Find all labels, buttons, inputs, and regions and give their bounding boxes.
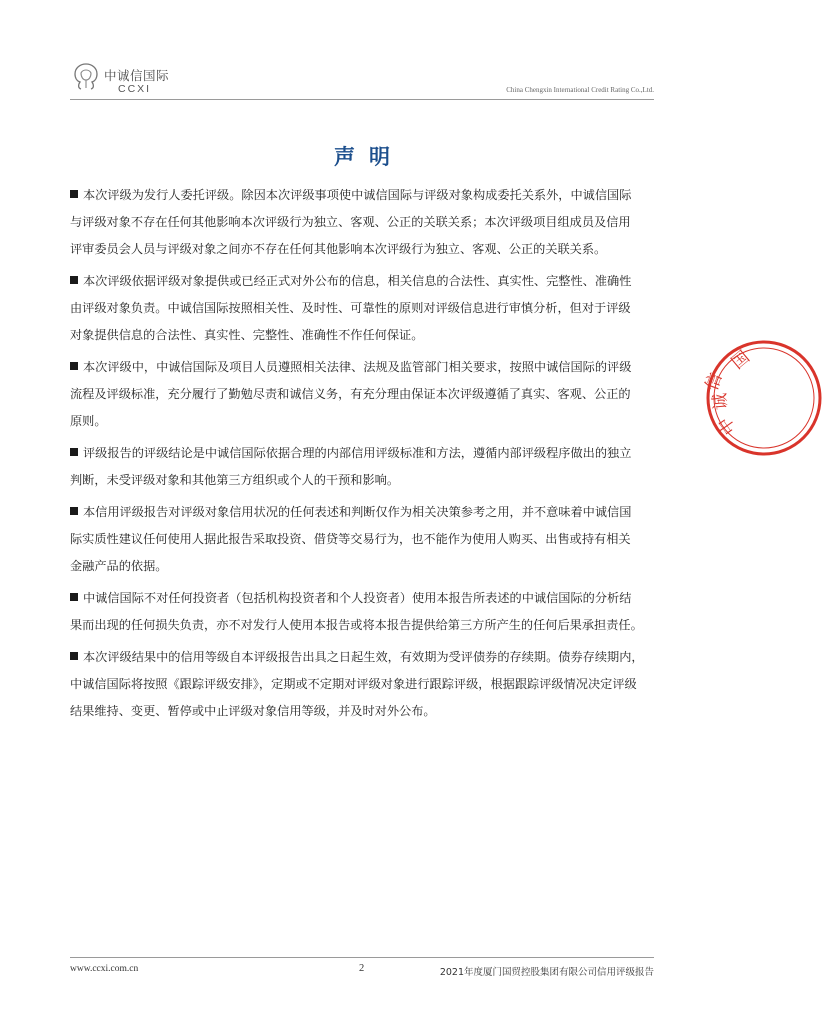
paragraph-line: 评级报告的评级结论是中诚信国际依据合理的内部信用评级标准和方法，遵循内部评级程序做出的独立 (70, 440, 670, 467)
declaration-paragraph (70, 440, 670, 494)
paragraph-line: 评审委员会人员与评级对象之间亦不存在任何其他影响本次评级行为独立、客观、公正的关联关系。 (70, 242, 607, 256)
declaration-paragraph (70, 182, 670, 263)
page-number: 2 (359, 963, 365, 974)
company-english-name: China Chengxin International Credit Rating Co.,Ltd. (506, 86, 654, 94)
paragraph-line: 与评级对象不存在任何其他影响本次评级行为独立、客观、公正的关联关系；本次评级项目组成员及信用 (70, 215, 631, 229)
declaration-paragraph (70, 354, 670, 435)
declaration-paragraph (70, 499, 670, 580)
company-logo (70, 60, 180, 100)
paragraph-line: 金融产品的依据。 (70, 559, 168, 573)
paragraph-line: 本次评级为发行人委托评级。除因本次评级事项使中诚信国际与评级对象构成委托关系外，中诚信国际 (70, 182, 670, 209)
declaration-paragraph (70, 585, 670, 639)
paragraph-line: 中诚信国际不对任何投资者（包括机构投资者和个人投资者）使用本报告所表述的中诚信国际的分析结 (70, 585, 670, 612)
company-seal-stamp (701, 338, 824, 458)
logo-english-name: CCXI (118, 83, 152, 95)
paragraph-line: 流程及评级标准，充分履行了勤勉尽责和诚信义务，有充分理由保证本次评级遵循了真实、客观、公正的 (70, 387, 631, 401)
paragraph-line: 本次评级中，中诚信国际及项目人员遵照相关法律、法规及监管部门相关要求，按照中诚信国际的评级 (70, 354, 670, 381)
paragraph-line: 结果维持、变更、暂停或中止评级对象信用等级，并及时对外公布。 (70, 704, 436, 718)
paragraph-line: 对象提供信息的合法性、真实性、完整性、准确性不作任何保证。 (70, 328, 424, 342)
square-bullet-icon (70, 652, 78, 660)
declaration-body (70, 182, 670, 730)
paragraph-line: 原则。 (70, 414, 107, 428)
logo-mark-icon (70, 60, 102, 92)
square-bullet-icon (70, 593, 78, 601)
paragraph-line: 果而出现的任何损失负责，亦不对发行人使用本报告或将本报告提供给第三方所产生的任何后果承担责任。 (70, 618, 643, 632)
square-bullet-icon (70, 190, 78, 198)
logo-chinese-name: 中诚信国际 (104, 68, 170, 83)
square-bullet-icon (70, 448, 78, 456)
paragraph-line: 判断，未受评级对象和其他第三方组织或个人的干预和影响。 (70, 473, 400, 487)
page-title: 声明 (334, 145, 404, 169)
paragraph-line: 由评级对象负责。中诚信国际按照相关性、及时性、可靠性的原则对评级信息进行审慎分析，但对于评级 (70, 301, 631, 315)
header-rule (70, 99, 654, 100)
paragraph-line: 本次评级依据评级对象提供或已经正式对外公布的信息，相关信息的合法性、真实性、完整性、准确性 (70, 268, 670, 295)
paragraph-line: 际实质性建议任何使用人据此报告采取投资、借贷等交易行为，也不能作为使用人购买、出售或持有相关 (70, 532, 631, 546)
square-bullet-icon (70, 362, 78, 370)
svg-text:中: 中 (714, 412, 741, 439)
footer-rule (70, 957, 654, 958)
paragraph-line: 本次评级结果中的信用等级自本评级报告出具之日起生效，有效期为受评债券的存续期。债券存续期内， (70, 644, 670, 671)
declaration-paragraph (70, 644, 670, 725)
declaration-paragraph (70, 268, 670, 349)
square-bullet-icon (70, 507, 78, 515)
svg-text:国: 国 (727, 347, 754, 374)
footer-website-link[interactable]: www.ccxi.com.cn (70, 964, 139, 974)
page-header (0, 0, 724, 100)
square-bullet-icon (70, 276, 78, 284)
footer-report-title: 2021年度厦门国贸控股集团有限公司信用评级报告 (439, 967, 654, 978)
svg-text:信: 信 (701, 370, 727, 394)
paragraph-line: 本信用评级报告对评级对象信用状况的任何表述和判断仅作为相关决策参考之用，并不意味着中诚信国 (70, 499, 670, 526)
paragraph-line: 中诚信国际将按照《跟踪评级安排》，定期或不定期对评级对象进行跟踪评级，根据跟踪评级情况决定评级 (70, 677, 637, 691)
svg-text:诚: 诚 (710, 392, 732, 411)
